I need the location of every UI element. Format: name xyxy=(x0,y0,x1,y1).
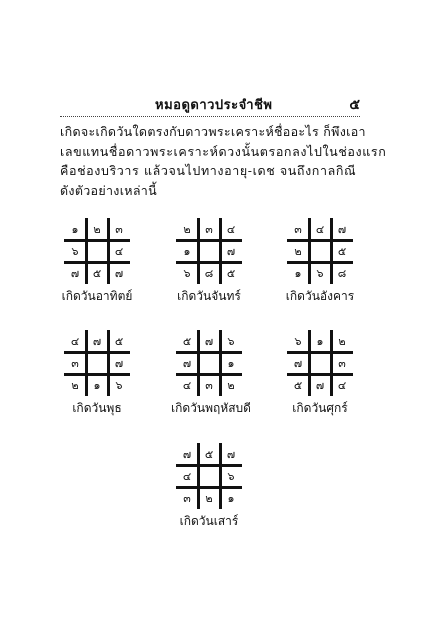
grid-cell: ๗ xyxy=(204,334,214,348)
grid-cell: ๑ xyxy=(227,356,235,370)
grid-cell: ๔ xyxy=(337,378,347,392)
birthday-chart xyxy=(59,218,135,306)
grid-cell: ๔ xyxy=(315,222,325,236)
chart-grid xyxy=(64,330,130,396)
grid-cell: ๗ xyxy=(337,222,347,236)
page-header xyxy=(60,94,360,116)
grid-cell: ๗ xyxy=(92,334,102,348)
grid-cell: ๗ xyxy=(70,266,80,280)
intro-line-2: เลขแทนชื่อดาวพระเคราะห์ดวงนั้นตรอกลงไปในช่องแรก xyxy=(60,143,387,159)
chart-caption: เกิดวันศุกร์ xyxy=(292,401,348,415)
chart-caption: เกิดวันอาทิตย์ xyxy=(61,289,133,303)
birthday-chart xyxy=(282,330,358,418)
chart-caption: เกิดวันจันทร์ xyxy=(177,289,241,303)
chart-caption: เกิดวันอังคาร xyxy=(285,289,355,303)
page-title: หมอดูดาวประจำชีพ xyxy=(155,98,273,113)
grid-cell: ๓ xyxy=(183,491,191,505)
birthday-chart xyxy=(171,443,247,531)
grid-cell: ๗ xyxy=(315,378,325,392)
grid-cell: ๓ xyxy=(205,222,213,236)
grid-cell: ๗ xyxy=(226,244,236,258)
chart-caption: เกิดวันเสาร์ xyxy=(179,514,239,528)
grid-cell: ๓ xyxy=(115,222,123,236)
grid-cell: ๔ xyxy=(226,222,236,236)
grid-cell: ๗ xyxy=(293,356,303,370)
chart-caption: เกิดวันพุธ xyxy=(72,401,122,415)
birthday-chart xyxy=(282,218,358,306)
grid-cell: ๒ xyxy=(338,334,346,348)
grid-cell: ๕ xyxy=(92,266,102,280)
grid-cell xyxy=(86,352,108,374)
chart-caption: เกิดวันพฤหัสบดี xyxy=(171,401,251,415)
chart-grid xyxy=(287,218,353,284)
grid-cell xyxy=(198,352,220,374)
grid-cell: ๖ xyxy=(183,266,191,280)
grid-cell: ๒ xyxy=(93,222,101,236)
grid-cell: ๖ xyxy=(316,266,324,280)
grid-cell: ๑ xyxy=(316,334,324,348)
grid-cell: ๒ xyxy=(71,378,79,392)
grid-cell: ๓ xyxy=(71,356,79,370)
grid-cell: ๗ xyxy=(182,447,192,461)
page-number: ๕ xyxy=(349,97,360,113)
grid-cell: ๗ xyxy=(114,266,124,280)
header-rule xyxy=(60,116,360,117)
grid-cell: ๔ xyxy=(70,334,80,348)
grid-cell: ๖ xyxy=(71,244,79,258)
grid-cell: ๗ xyxy=(182,356,192,370)
grid-cell: ๖ xyxy=(227,334,235,348)
grid-cell: ๖ xyxy=(227,469,235,483)
grid-cell: ๕ xyxy=(182,334,192,348)
grid-cell: ๕ xyxy=(114,334,124,348)
chart-grid xyxy=(176,443,242,509)
grid-cell: ๗ xyxy=(226,447,236,461)
grid-cell: ๘ xyxy=(204,266,214,280)
birthday-chart xyxy=(171,330,251,418)
grid-cell: ๒ xyxy=(205,491,213,505)
grid-cell: ๒ xyxy=(227,378,235,392)
grid-cell: ๒ xyxy=(183,222,191,236)
birthday-chart xyxy=(171,218,247,306)
grid-cell xyxy=(198,465,220,487)
intro-line-1: เกิดจะเกิดวันใดตรงกับดาวพระเคราะห์ชื่ออะไร ก็พึงเอา xyxy=(60,124,366,139)
grid-cell: ๓ xyxy=(338,356,346,370)
chart-grid xyxy=(64,218,130,284)
grid-cell: ๒ xyxy=(294,244,302,258)
grid-cell xyxy=(86,240,108,262)
grid-cell: ๑ xyxy=(183,244,191,258)
grid-cell: ๕ xyxy=(226,266,236,280)
chart-grid xyxy=(176,218,242,284)
grid-cell: ๑ xyxy=(93,378,101,392)
intro-line-3: คือช่องบริวาร แล้วจนไปทางอายุ-เดช จนถึงกาลกิณี xyxy=(60,163,357,178)
grid-cell: ๑ xyxy=(294,266,302,280)
grid-cell: ๓ xyxy=(294,222,302,236)
grid-cell: ๖ xyxy=(115,378,123,392)
grid-cell: ๗ xyxy=(114,356,124,370)
grid-cell: ๕ xyxy=(337,244,347,258)
grid-cell: ๓ xyxy=(205,378,213,392)
birthday-chart xyxy=(59,330,135,418)
grid-cell: ๕ xyxy=(204,447,214,461)
intro-line-4: ดังตัวอย่างเหล่านี้ xyxy=(60,182,157,198)
grid-cell: ๑ xyxy=(227,491,235,505)
grid-cell: ๕ xyxy=(293,378,303,392)
grid-cell xyxy=(198,240,220,262)
grid-cell: ๘ xyxy=(337,266,347,280)
grid-cell: ๔ xyxy=(114,244,124,258)
grid-cell xyxy=(309,352,331,374)
grid-cell: ๑ xyxy=(71,222,79,236)
grid-cell: ๖ xyxy=(294,334,302,348)
grid-cell: ๔ xyxy=(182,378,192,392)
intro-paragraph xyxy=(60,122,387,200)
chart-grid xyxy=(287,330,353,396)
chart-grid xyxy=(176,330,242,396)
grid-cell xyxy=(309,240,331,262)
grid-cell: ๔ xyxy=(182,469,192,483)
